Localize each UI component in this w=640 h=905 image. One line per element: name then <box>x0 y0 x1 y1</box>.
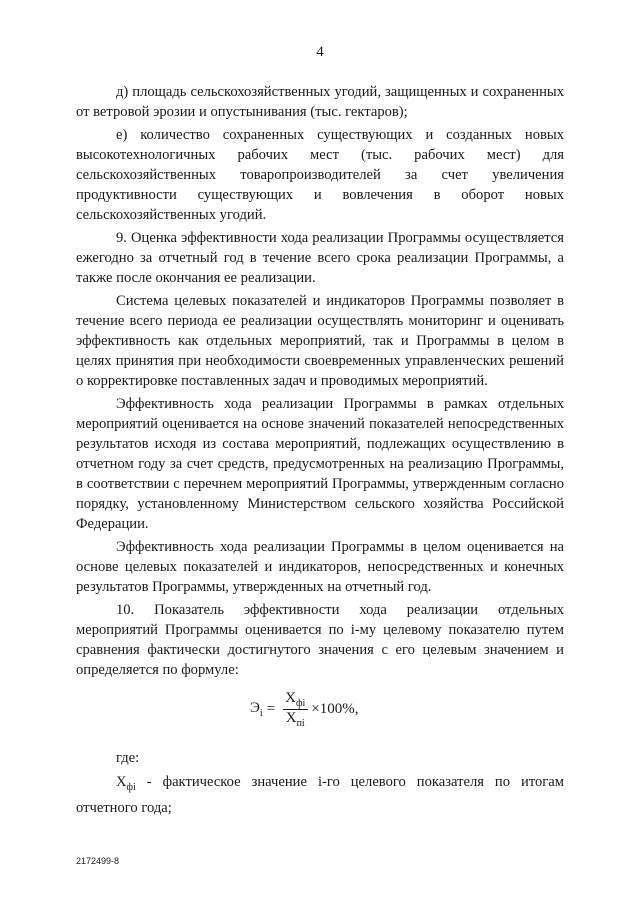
definition-symbol: $X_{фi}$ <box>116 774 136 793</box>
formula <box>250 690 358 729</box>
formula-eq: = <box>266 701 276 717</box>
paragraph-effectiveness-measures: Эффективность хода реализации Программы в рамках отдельных мероприятий оценивается на основе значений показателей непосредственных результатов исходя из состава мероприятий, подлежащих осуществлению в отчетном году за счет средств, предусмотренных на реализацию Программы, в соответствии с перечнем мероприятий Программы, утвержденным согласно порядку, установленному Министерством сельского хозяйства Российской Федерации. <box>76 396 564 532</box>
body-text <box>76 82 564 683</box>
formula-fraction <box>282 690 308 729</box>
formula-rhs: ×100%, <box>311 701 359 717</box>
definition-text: - фактическое значение i-го целевого показателя по итогам отчетного года; <box>76 774 564 816</box>
paragraph-d: д) площадь сельскохозяйственных угодий, защищенных и сохраненных от ветровой эрозии и опустынивания (тыс. гектаров); <box>76 84 564 120</box>
where-label: где: <box>116 750 140 766</box>
formula-lhs: $Э_i$ <box>250 700 263 719</box>
page-number: 4 <box>316 44 324 60</box>
paragraph-10: 10. Показатель эффективности хода реализации отдельных мероприятий Программы оценивается по i-му целевому показателю путем сравнения фактически достигнутого значения с его целевым значением и определяется по формуле: <box>76 602 564 678</box>
paragraph-system: Система целевых показателей и индикаторов Программы позволяет в течение всего периода ее реализации осуществлять мониторинг и оценивать эффективность как отдельных мероприятий, так и Программы в целом в целях принятия при необходимости своевременных управленческих решений о корректировке поставленных задач и проводимых мероприятий. <box>76 293 564 389</box>
formula-numerator: $X_{фi}$ <box>285 690 306 709</box>
paragraph-e: е) количество сохраненных существующих и созданных новых высокотехнологичных рабочих мест (тыс. рабочих мест) для сельскохозяйственных товаропроизводителей за счет увеличения продуктивности существующих и вовлечения в оборот новых сельскохозяйственных угодий. <box>76 127 564 223</box>
definition <box>76 772 564 818</box>
formula-denominator: $X_{пi}$ <box>283 709 308 729</box>
paragraph-effectiveness-overall: Эффективность хода реализации Программы в целом оценивается на основе целевых показателей и индикаторов, непосредственных и конечных результатов Программы, утвержденных на отчетный год. <box>76 539 564 595</box>
document-code: 2172499-8 <box>76 856 120 866</box>
paragraph-9: 9. Оценка эффективности хода реализации Программы осуществляется ежегодно за отчетный год в течение всего срока реализации Программы, а также после окончания ее реализации. <box>76 230 564 286</box>
